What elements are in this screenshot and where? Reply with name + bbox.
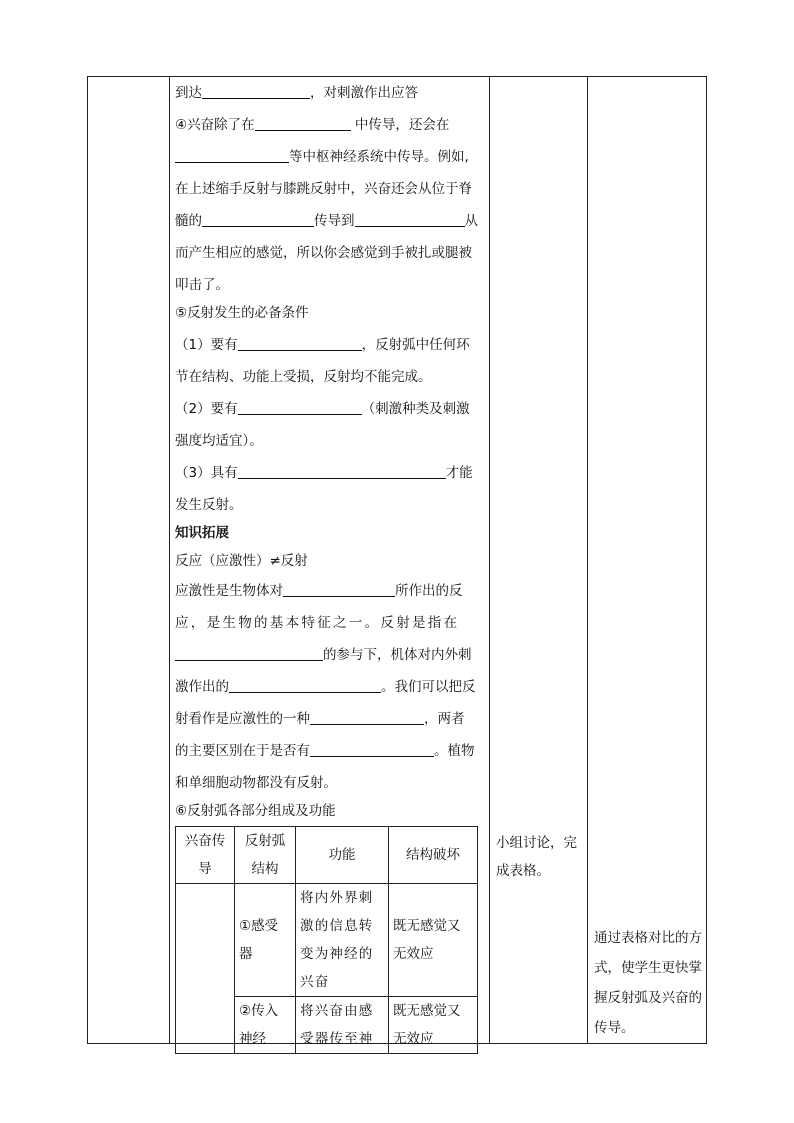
content-line: 激作出的 。我们可以把反 <box>175 679 476 695</box>
content-line: 的参与下，机体对内外刺 <box>175 645 472 665</box>
content-line: 而产生相应的感觉，所以你会感觉到手被扎或腿被 <box>175 245 472 261</box>
content-line: 和单细胞动物都没有反射。 <box>175 775 337 791</box>
fill-blank <box>238 400 362 415</box>
content-line: 节在结构、功能上受损，反射均不能完成。 <box>175 369 432 385</box>
fill-blank <box>310 710 424 725</box>
fill-blank <box>283 582 395 597</box>
table-cell: ①感受器 <box>235 884 296 997</box>
table-header: 反射弧结构 <box>235 827 296 884</box>
content-line: 髓的 传导到 从 <box>175 213 478 229</box>
column-divider <box>489 77 490 1043</box>
fill-blank <box>238 464 446 479</box>
fill-blank <box>202 84 310 99</box>
table-cell <box>176 884 235 1054</box>
table-header: 兴奋传导 <box>176 827 235 884</box>
fill-blank <box>355 212 465 227</box>
content-line: 射看作是应激性的一种 ，两者 <box>175 711 465 727</box>
content-line: 反应（应激性）≠反射 <box>175 553 308 569</box>
table-header-row <box>176 827 478 884</box>
table-header: 结构破坏 <box>389 827 478 884</box>
lesson-table <box>87 76 707 1047</box>
content-line: 等中枢神经系统中传导。例如, <box>175 147 469 167</box>
fill-blank <box>202 212 314 227</box>
table-cell: ②传入神经 <box>235 997 296 1054</box>
content-line: ④兴奋除了在 中传导，还会在 <box>175 117 450 133</box>
content-line: 应，是生物的基本特征之一。反射是指在 <box>175 615 460 631</box>
fill-blank <box>310 742 434 757</box>
content-line: 到达 ，对刺激作出应答 <box>175 85 418 101</box>
column-divider <box>587 77 588 1043</box>
fill-blank <box>229 678 381 693</box>
fill-blank <box>175 148 289 163</box>
content-line: （1）要有 ，反射弧中任何环 <box>175 337 470 353</box>
section-heading: ⑥反射弧各部分组成及功能 <box>175 803 336 819</box>
content-line: 的主要区别在于是否有 。植物 <box>175 743 475 759</box>
fill-blank <box>255 116 351 131</box>
table-cell: 将兴奋由感受器传至神 <box>296 997 389 1054</box>
table-cell: 将内外界刺激的信息转变为神经的兴奋 <box>296 884 389 997</box>
student-activity-text: 小组讨论，完成表格。 <box>496 835 577 879</box>
table-cell: 既无感觉又无效应 <box>389 884 478 997</box>
fill-blank <box>238 336 362 351</box>
content-line: 在上述缩手反射与膝跳反射中，兴奋还会从位于脊 <box>175 181 472 197</box>
content-line: （3）具有 才能 <box>175 465 473 481</box>
reflex-arc-table <box>175 826 478 1054</box>
design-intent-text: 通过表格对比的方式，使学生更快掌握反射弧及兴奋的传导。 <box>594 930 702 1036</box>
content-line: 应激性是生物体对 所作出的反 <box>175 583 463 599</box>
fill-blank <box>175 646 323 661</box>
content-line: （2）要有 （刺激种类及刺激 <box>175 401 470 417</box>
content-line: 发生反射。 <box>175 497 243 513</box>
column-divider <box>169 77 170 1043</box>
content-line: 叩击了。 <box>175 277 229 293</box>
table-row <box>176 884 478 997</box>
section-heading: 知识拓展 <box>175 525 229 541</box>
section-heading: ⑤反射发生的必备条件 <box>175 305 309 321</box>
content-line: 强度均适宜）。 <box>175 433 263 449</box>
table-header: 功能 <box>296 827 389 884</box>
table-cell: 既无感觉又无效应 <box>389 997 478 1054</box>
